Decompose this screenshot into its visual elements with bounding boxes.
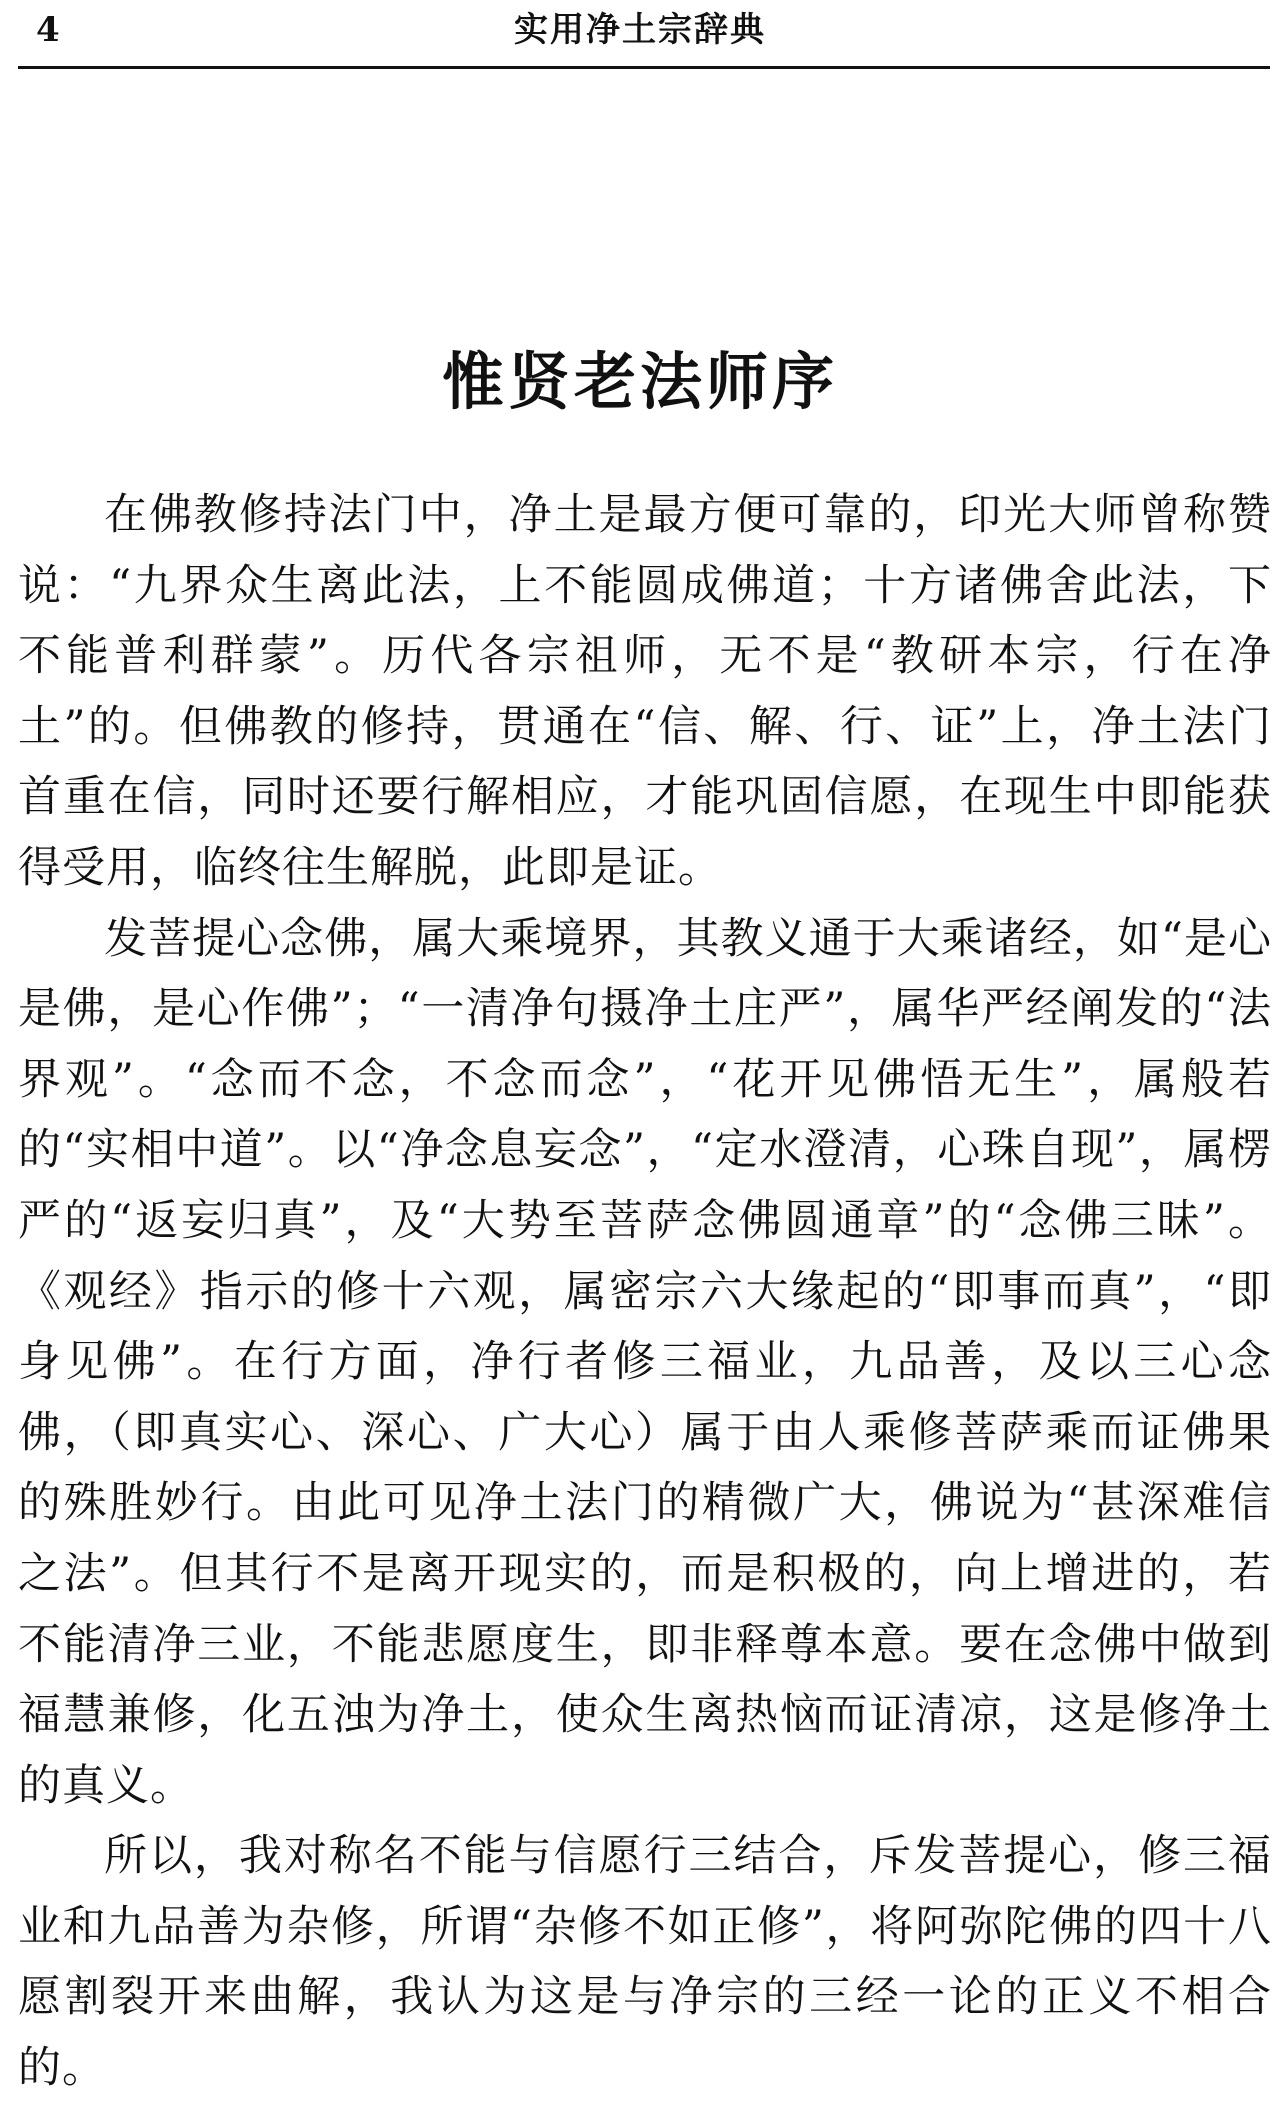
running-title: 实用净土宗辞典 <box>514 10 766 50</box>
header-rule <box>18 66 1270 69</box>
paragraph-2: 发菩提心念佛，属大乘境界，其教义通于大乘诸经，如“是心是佛，是心作佛”；“一清净句摄净土庄严”，属华严经阐发的“法界观”。“念而不念，不念而念”，“花开见佛悟无生”，属般若的“实相中道”。以“净念息妄念”，“定水澄清，心珠自现”，属楞严的“返妄归真”，及“大势至菩萨念佛圆通章”的“念佛三昧”。《观经》指示的修十六观，属密宗六大缘起的“即事而真”，“即身见佛”。在行方面，净行者修三福业，九品善，及以三心念佛，（即真实心、深心、广大心）属于由人乘修菩萨乘而证佛果的殊胜妙行。由此可见净土法门的精微广大，佛说为“甚深难信之法”。但其行不是离开现实的，而是积极的，向上增进的，若不能清净三业，不能悲愿度生，即非释尊本意。要在念佛中做到福慧兼修，化五浊为净土，使众生离热恼而证清凉，这是修净土的真义。 <box>18 913 1272 1811</box>
paragraph-1: 在佛教修持法门中，净土是最方便可靠的，印光大师曾称赞说：“九界众生离此法，上不能圆成佛道；十方诸佛舍此法，下不能普利群蒙”。历代各宗祖师，无不是“教研本宗，行在净土”的。但佛教的修持，贯通在“信、解、行、证”上，净土法门首重在信，同时还要行解相应，才能巩固信愿，在现生中即能获得受用，临终往生解脱，此即是证。 <box>18 490 1272 893</box>
section-title: 惟贤老法师序 <box>441 344 838 418</box>
page-number: 4 <box>36 10 60 50</box>
page-header <box>0 0 1280 74</box>
body-text <box>18 480 1272 2104</box>
paragraph-3: 所以，我对称名不能与信愿行三结合，斥发菩提心，修三福业和九品善为杂修，所谓“杂修不如正修”，将阿弥陀佛的四十八愿割裂开来曲解，我认为这是与净宗的三经一论的正义不相合的。 <box>18 1831 1272 2094</box>
